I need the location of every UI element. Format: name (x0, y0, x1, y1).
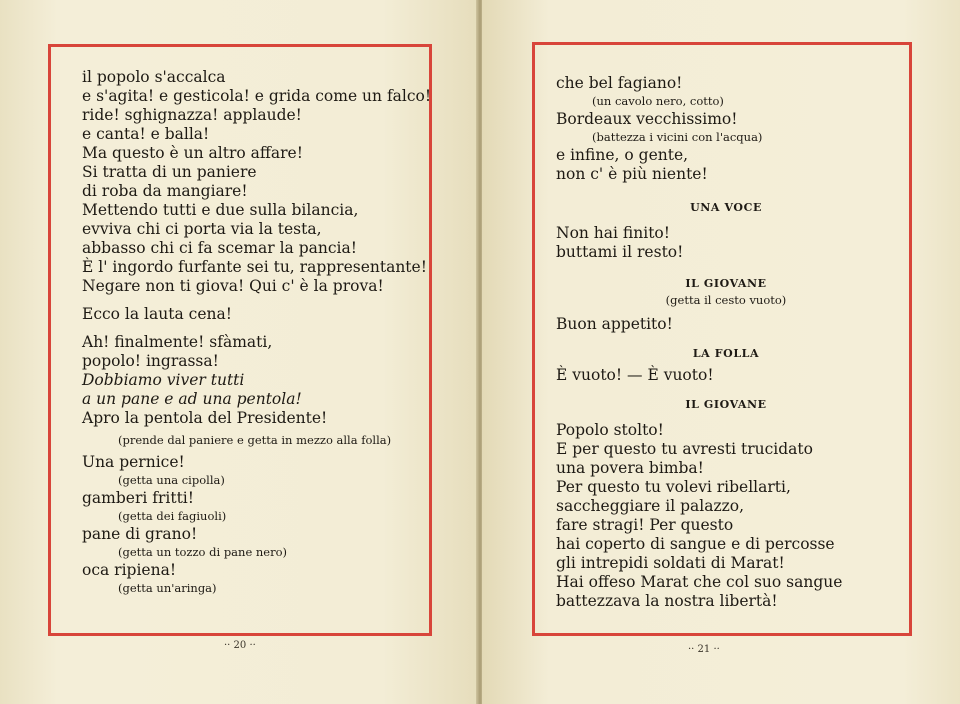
verse-line: saccheggiare il palazzo, (556, 497, 745, 515)
stage-direction: (prende dal paniere e getta in mezzo alla folla) (118, 433, 392, 447)
verse-line: E per questo tu avresti trucidato (556, 440, 813, 458)
stage-direction: (getta dei fagiuoli) (118, 509, 227, 523)
verse-line: Mettendo tutti e due sulla bilancia, (82, 201, 359, 219)
stage-direction: (getta una cipolla) (118, 473, 225, 487)
speaker-heading: IL GIOVANE (685, 398, 767, 411)
verse-line: Ah! finalmente! sfàmati, (82, 333, 273, 351)
verse-line: Buon appetito! (556, 315, 673, 333)
page-number: ·· 21 ·· (688, 644, 720, 655)
verse-line: buttami il resto! (556, 243, 684, 261)
verse-line-italic: Dobbiamo viver tutti (82, 371, 245, 389)
verse-line: Per questo tu volevi ribellarti, (556, 478, 791, 496)
verse-line: ride! sghignazza! applaude! (82, 106, 302, 124)
verse-line: non c' è più niente! (556, 165, 708, 183)
right-page-text (556, 74, 896, 611)
stage-direction: (getta un tozzo di pane nero) (118, 545, 288, 559)
verse-line: Hai offeso Marat che col suo sangue (556, 573, 843, 591)
verse-line: abbasso chi ci fa scemar la pancia! (82, 239, 357, 257)
verse-line: Popolo stolto! (556, 421, 664, 439)
verse-line: evviva chi ci porta via la testa, (82, 220, 322, 238)
verse-line: una povera bimba! (556, 459, 704, 477)
stage-direction: (getta il cesto vuoto) (665, 293, 787, 307)
right-page (482, 0, 960, 704)
verse-line: È vuoto! — È vuoto! (556, 366, 714, 384)
verse-line: hai coperto di sangue e di percosse (556, 535, 835, 553)
left-page (0, 0, 478, 704)
verse-line: battezzava la nostra libertà! (556, 592, 778, 610)
verse-line: di roba da mangiare! (82, 182, 248, 200)
verse-line: e s'agita! e gesticola! e grida come un falco! (82, 87, 432, 105)
verse-line: gli intrepidi soldati di Marat! (556, 554, 785, 572)
verse-line: Si tratta di un paniere (82, 163, 257, 181)
verse-line: Ma questo è un altro affare! (82, 144, 303, 162)
verse-line: che bel fagiano! (556, 74, 683, 92)
verse-line: Una pernice! (82, 453, 185, 471)
verse-line: È l' ingordo furfante sei tu, rappresentante! (82, 258, 427, 276)
speaker-heading: IL GIOVANE (685, 277, 767, 290)
verse-line: oca ripiena! (82, 561, 177, 579)
speaker-heading: LA FOLLA (692, 347, 760, 360)
verse-line: gamberi fritti! (82, 489, 194, 507)
verse-line: Ecco la lauta cena! (82, 305, 232, 323)
verse-line: e infine, o gente, (556, 146, 689, 164)
verse-line: popolo! ingrassa! (82, 352, 219, 370)
verse-line: Negare non ti giova! Qui c' è la prova! (82, 277, 384, 295)
verse-line: il popolo s'accalca (82, 68, 226, 86)
stage-direction: (getta un'aringa) (118, 581, 217, 595)
verse-line: e canta! e balla! (82, 125, 210, 143)
stage-direction: (un cavolo nero, cotto) (592, 94, 724, 108)
verse-line: Bordeaux vecchissimo! (556, 110, 738, 128)
verse-line: fare stragi! Per questo (556, 516, 734, 534)
speaker-heading: UNA VOCE (690, 201, 762, 214)
verse-line: Non hai finito! (556, 224, 670, 242)
page-number: ·· 20 ·· (224, 640, 256, 651)
verse-line: Apro la pentola del Presidente! (82, 409, 328, 427)
verse-line: pane di grano! (82, 525, 198, 543)
stage-direction: (battezza i vicini con l'acqua) (592, 130, 763, 144)
left-page-text (82, 68, 432, 597)
verse-line-italic: a un pane e ad una pentola! (82, 390, 302, 408)
